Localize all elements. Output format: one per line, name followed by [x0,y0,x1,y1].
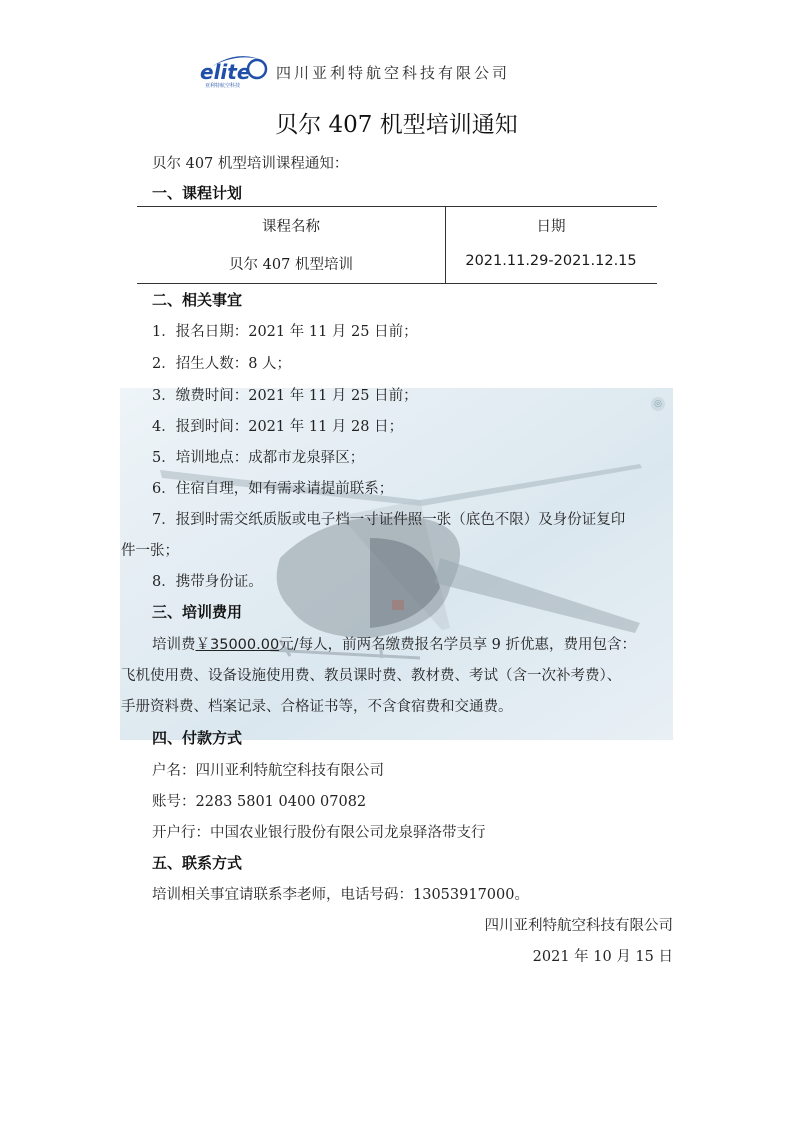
signature-company: 四川亚利特航空科技有限公司 [484,918,673,934]
list-item-continuation: 件一张； [121,543,179,559]
course-table [137,206,657,284]
fee-line-3: 手册资料费、档案记录、合格证书等，不含食宿费和交通费。 [121,699,513,715]
fee-line [152,633,636,654]
header-company-name: 四川亚利特航空科技有限公司 [276,64,511,82]
table-header-course-name: 课程名称 [262,219,320,235]
page-title: 贝尔 407 机型培训通知 [275,112,518,138]
fee-amount: ￥35000.00 [195,637,280,653]
section-heading-contact: 五、联系方式 [152,854,243,872]
table-cell-course: 贝尔 407 机型培训 [229,257,353,273]
signature-date: 2021 年 10 月 15 日 [532,949,673,965]
list-item: 2．招生人数：8 人； [152,356,292,372]
fee-suffix: 元/每人，前两名缴费报名学员享 9 折优惠，费用包含： [279,637,637,653]
section-heading-payment: 四、付款方式 [152,729,243,747]
list-item: 1．报名日期：2021 年 11 月 25 日前； [152,324,418,340]
fee-line-2: 飞机使用费、设备设施使用费、教员课时费、教材费、考试（含一次补考费）、 [121,668,622,684]
bank-name: 开户行：中国农业银行股份有限公司龙泉驿洛带支行 [152,825,486,841]
fee-prefix: 培训费 [152,637,196,653]
list-item: 5．培训地点：成都市龙泉驿区； [152,450,365,466]
list-item: 8．携带身份证。 [152,574,263,590]
list-item: 3．缴费时间：2021 年 11 月 25 日前； [152,388,418,404]
section-heading-fees: 三、培训费用 [152,603,243,621]
table-header-date: 日期 [536,219,566,235]
helicopter-watermark-image [120,388,673,740]
list-item: 4．报到时间：2021 年 11 月 28 日； [152,419,404,435]
table-cell-date: 2021.11.29-2021.12.15 [465,253,637,269]
logo-text: elite [200,60,251,84]
company-logo [197,52,269,88]
intro-text: 贝尔 407 机型培训课程通知： [152,156,349,172]
account-name: 户名：四川亚利特航空科技有限公司 [152,763,384,779]
account-number: 账号：2283 5801 0400 07082 [152,794,367,810]
contact-text: 培训相关事宜请联系李老师，电话号码：13053917000。 [152,887,529,903]
section-heading-course-plan: 一、课程计划 [152,184,243,202]
watermark-badge-icon: ◎ [651,397,665,411]
section-heading-related-matters: 二、相关事宜 [152,291,243,309]
logo-subtext: 亚利特航空科技 [205,83,241,88]
list-item: 7．报到时需交纸质版或电子档一寸证件照一张（底色不限）及身份证复印 [152,512,626,528]
list-item: 6．住宿自理，如有需求请提前联系； [152,481,394,497]
